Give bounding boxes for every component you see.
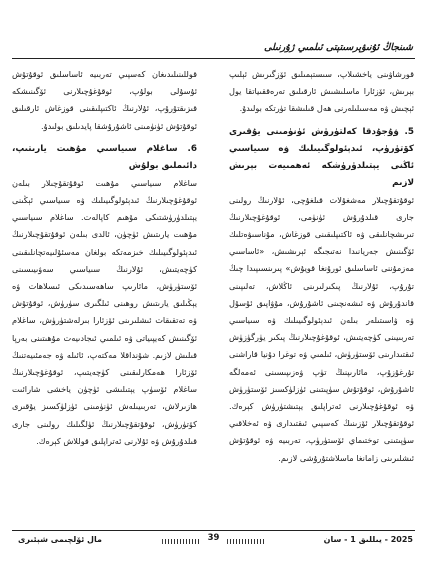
section-5-heading: 5. ۋۇجۇدقا كەلتۈرۈش ئۈنۈمىنى يۇقىرى كۆتۈرۈپ، ئىدېئولوگىيىلىك ۋە سىياسىي ئاڭنى يېتىلدۈرۈشكە ئەھمىيەت بېرىش لازىم	[229, 126, 414, 188]
journal-footer-name: مال ئۆلچىمى شېئىرى	[18, 535, 102, 544]
left-column	[12, 66, 197, 450]
issue-label: 2025 - يىللىق 1 - سان	[323, 535, 413, 544]
journal-title: شىنجاڭ ئۇنىۋېرسىتېتى ئىلمىي ژۇرنىلى	[264, 42, 413, 53]
left-intro-paragraph: قوللىنىلىدىغان كەسپىي تەربىيە ئاساسلىق ئوقۇتۇش ئۇسۇلى بولۇپ، ئوقۇغۇچىلارنى ئۆگىنىشكە قىزىقتۇرۇپ، ئۇلارنىڭ ئاكتىپلىقىنى قوزغاش ئارقىلىق ئوقۇتۇش ئۈنۈمىنى ئاشۇرۇشقا پايدىلىق بولىدۇ.	[12, 69, 197, 131]
page-number: 39	[200, 533, 228, 543]
section-5-body: ئوقۇتقۇچىلار مەشغۇلات قىلغۇچى، ئۇلارنىڭ رولىنى جارى قىلدۇرۇش ئۈنۈمى، ئوقۇغۇچىلارنىڭ تىرىشچانلىقى ۋە ئاكتىپلىقىنى قوزغاش، مۇناسىۋەتلىك ئۆگىنىش جەريانىدا نەتىجىگە ئېرىشىش، «ئاساسىي مەزمۇننى ئاساسلىق ئورۇنغا قويۇش» پىرىنسىپىدا چىڭ تۇرۇپ، ئۇلارنىڭ پىكىرلىرىنى ئاڭلاش، تەلىپىنى قاندۇرۇش ۋە ئىشەنچىنى ئاشۇرۇش، مۇۋاپىق ئۇسۇل ۋە ۋاسىتىلەر بىلەن ئىدېئولوگىيىلىك ۋە سىياسىي تەربىيىنى كۈچەيتىش، ئوقۇغۇچىلارنىڭ پىكىر يۈرگۈزۈش ئىقتىدارىنى ئۆستۈرۈش، ئىلمىي ۋە توغرا دۇنيا قاراشنى تۇرغۇزۇپ، مائارىپنىڭ تۈپ ۋەزىپىسىنى ئەمەلگە ئاشۇرۇش، ئوقۇتۇش سۈپىتىنى ئۈزلۈكسىز ئۆستۈرۈش ۋە ئوقۇغۇچىلارنى ئەتراپلىق يېتىشتۈرۈش كېرەك. ئوقۇتقۇچىلار ئۆزىنىڭ كەسپىي ئىقتىدارى ۋە ئەخلاقىي سۈپىتىنى توختىماي ئۆستۈرۈپ، تەربىيە ۋە ئوقۇتۇش ئىشلىرىنى زامانغا ماسلاشتۇرۇشى لازىم.	[229, 194, 414, 463]
page-footer	[12, 530, 415, 553]
section-6-heading: 6. ساغلام سىياسىي مۇھىت يارىتىپ، دائىملىق بولۇش	[12, 143, 197, 171]
section-6-body: ساغلام سىياسىي مۇھىت ئوقۇتقۇچىلار بىلەن ئوقۇغۇچىلارنىڭ ئىدېئولوگىيىلىك ۋە سىياسىي ئېڭىنى يېتىلدۈرۈشتىكى مۇھىم كاپالەت. ساغلام سىياسىي مۇھىت يارىتىش ئۈچۈن، ئالدى بىلەن ئوقۇتقۇچىلارنىڭ ئىدېئولوگىيىلىك خىزمەتكە بولغان مەسئۇلىيەتچانلىقىنى كۈچەيتىش، ئۇلارنىڭ سىياسىي سەۋىيىسىنى ئۆستۈرۈش، مائارىپ ساھەسىدىكى ئىسلاھات ۋە يېڭىلىق يارىتىش روھىنى ئىلگىرى سۈرۈش، ئوقۇتۇش ۋە تەتقىقات ئىشلىرىنى ئۆزئارا بىرلەشتۈرۈش، ساغلام ئۆگىنىش كەيپىياتى ۋە ئىلمىي ئىجادىيەت مۇھىتىنى بەرپا قىلىش لازىم. شۇنداقلا مەكتەپ، ئائىلە ۋە جەمئىيەتنىڭ ئۆزئارا ھەمكارلىقىنى كۈچەيتىپ، ئوقۇغۇچىلارنىڭ ساغلام ئۆسۈپ يېتىلىشى ئۈچۈن ياخشى شارائىت ھازىرلاش، تەربىيىلەش ئۈنۈمىنى ئۈزلۈكسىز يۇقىرى كۆتۈرۈش، ئوقۇتقۇچىلارنىڭ ئۈلگىلىك رولىنى جارى قىلدۇرۇش ۋە ئۇلارنى ئەتراپلىق قوللاش كېرەك.	[12, 177, 197, 446]
right-column	[229, 66, 414, 467]
right-intro-paragraph: قورشاۋىنى ياخشىلاپ، سىستېمىلىق ئۆزگىرىش ئېلىپ بېرىش، ئۆزئارا ماسلىشىش ئارقىلىق تەرەققىياتقا يول ئېچىش ۋە مەسىلىلەرنى ھەل قىلىشقا تۈرتكە بولىدۇ.	[229, 69, 414, 114]
running-header	[12, 42, 415, 59]
